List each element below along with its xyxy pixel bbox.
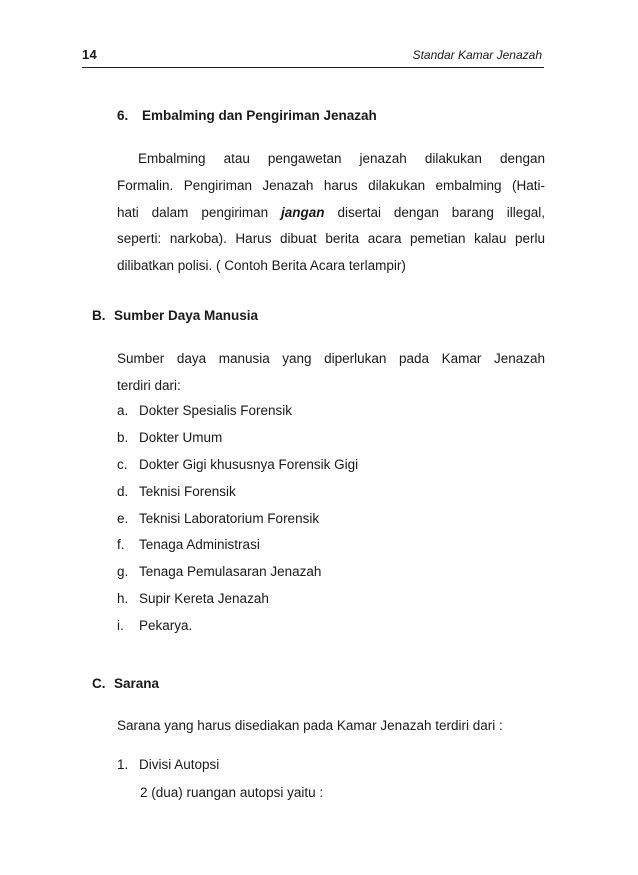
section-b-heading [92,308,258,323]
list-item [117,479,358,506]
page-header [82,47,544,68]
paragraph-line-emphasis [117,200,545,227]
section-c-letter: C. [92,676,106,691]
paragraph-line: terdiri dari: [117,377,181,393]
list-item-text: Teknisi Forensik [139,483,236,499]
section-c-intro [117,713,545,740]
list-marker: c. [117,456,128,472]
running-title: Standar Kamar Jenazah [412,48,542,62]
section-b-letter: B. [92,308,106,323]
list-item [117,506,358,533]
list-marker: e. [117,510,129,526]
section-6-title: Embalming dan Pengiriman Jenazah [142,108,377,123]
paragraph-line: Formalin. Pengiriman Jenazah harus dilakukan embalming (Hati- [117,177,545,193]
section-c-title: Sarana [114,676,160,691]
list-marker: h. [117,591,129,607]
list-marker: d. [117,483,129,499]
list-item [117,559,358,586]
list-marker: b. [117,429,129,445]
list-item [117,425,358,452]
autopsy-room-text: 2 (dua) ruangan autopsi yaitu : [140,785,324,800]
list-item-text: Tenaga Pemulasaran Jenazah [139,564,322,580]
list-item-text: Teknisi Laboratorium Forensik [139,510,320,526]
paragraph-text: hati dalam pengiriman [117,204,269,220]
section-c-heading [92,676,159,691]
paragraph-line: dilibatkan polisi. ( Contoh Berita Acara terlampir) [117,258,406,274]
list-item [117,586,358,613]
paragraph-line: Sarana yang harus disediakan pada Kamar Jenazah terdiri dari : [117,718,503,733]
section-b-title: Sumber Daya Manusia [114,308,259,323]
list-item [117,452,358,479]
paragraph-line: seperti: narkoba). Harus dibuat berita acara pemetian kalau perlu [117,231,545,247]
list-item-text: Supir Kereta Jenazah [139,591,269,607]
paragraph-text: disertai dengan barang illegal, [337,204,545,220]
paragraph-line: Sumber daya manusia yang diperlukan pada Kamar Jenazah [117,351,545,366]
list-item-text: Tenaga Administrasi [139,537,260,553]
list-marker: 1. [117,757,129,772]
facility-list [117,752,219,779]
section-6-paragraph [117,146,545,280]
section-b-intro [117,346,545,400]
list-item [117,752,219,779]
list-marker: i. [117,618,124,634]
list-marker: f. [117,537,125,553]
paragraph-line: Embalming atau pengawetan jenazah dilakukan dengan [138,151,545,166]
list-item-text: Pekarya. [139,618,193,634]
list-marker: g. [117,564,129,580]
section-6-heading [117,108,377,123]
list-item-text: Dokter Spesialis Forensik [139,403,293,418]
page-number: 14 [82,47,98,62]
list-item [117,398,358,425]
list-marker: a. [117,403,129,418]
emphasis-word: jangan [281,204,325,220]
list-item [117,613,358,640]
staff-list [117,398,358,640]
list-item-text: Dokter Umum [139,429,223,445]
list-item-text: Dokter Gigi khususnya Forensik Gigi [139,456,359,472]
section-6-number: 6. [117,108,129,123]
list-item [117,532,358,559]
list-item-text: Divisi Autopsi [139,757,220,772]
